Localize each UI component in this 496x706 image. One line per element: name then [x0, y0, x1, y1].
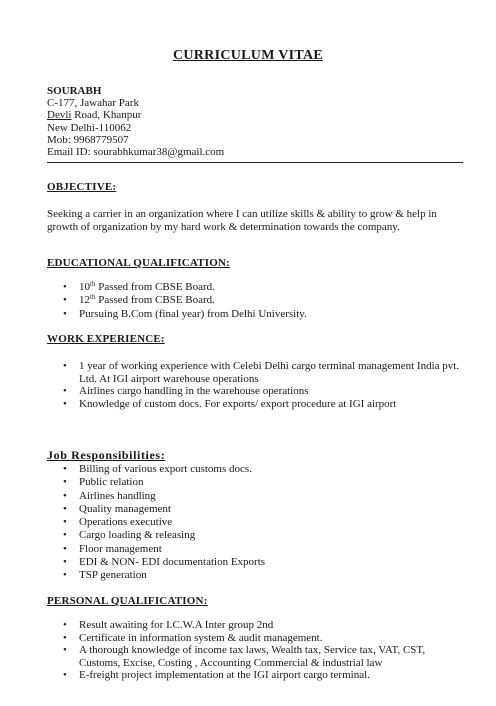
- responsibility-item: • TSP generation: [63, 569, 265, 582]
- education-heading: EDUCATIONAL QUALIFICATION:: [47, 257, 230, 269]
- responsibility-item: • Public relation: [63, 476, 265, 489]
- work-item: • Airlines cargo handling in the warehouse operations: [63, 385, 463, 398]
- responsibility-item: • EDI & NON- EDI documentation Exports: [63, 556, 265, 569]
- responsibility-item: • Billing of various export customs docs.: [63, 463, 265, 476]
- education-item: • 12th Passed from CBSE Board.: [63, 294, 307, 307]
- candidate-name: SOURABH: [47, 85, 102, 97]
- personal-item: • Result awaiting for I.C.W.A Inter group 2nd: [63, 619, 469, 632]
- address-line-2-part-a: Devli: [47, 109, 72, 122]
- objective-heading: OBJECTIVE:: [47, 181, 117, 193]
- city-line: New Delhi-110062: [47, 121, 132, 134]
- page-title: CURRICULUM VITAE: [172, 48, 324, 63]
- responsibility-item: • Operations executive: [63, 516, 265, 529]
- header-divider: [47, 162, 463, 163]
- personal-heading: PERSONAL QUALIFICATION:: [47, 595, 208, 607]
- work-item: • Knowledge of custom docs. For exports/ export procedure at IGI airport: [63, 398, 463, 411]
- personal-item: • Certificate in information system & audit management.: [63, 632, 469, 645]
- objective-text: Seeking a carrier in an organization where I can utilize skills & ability to grow & help in growth of organization by my hard work & determination towards the company.: [47, 208, 437, 233]
- mobile-line: Mob: 9968779507: [47, 133, 129, 146]
- work-heading: WORK EXPERIENCE:: [47, 333, 165, 345]
- personal-item: • A thorough knowledge of income tax laws, Wealth tax, Service tax, VAT, CST, Customs, Excise, Costing , Accounting Commercial & industrial law: [63, 644, 469, 669]
- address-line-2: [47, 109, 224, 121]
- address-line-2-part-b: Road, Khanpur: [71, 109, 142, 122]
- education-list: [63, 281, 307, 321]
- contact-block: [47, 85, 224, 158]
- responsibility-item: • Quality management: [63, 503, 265, 516]
- responsibility-item: • Floor management: [63, 543, 265, 556]
- work-item: • 1 year of working experience with Celebi Delhi cargo terminal management India pvt. Ltd. At IGI airport warehouse operations: [63, 360, 463, 385]
- responsibilities-list: [63, 463, 265, 583]
- personal-list: [63, 619, 469, 682]
- education-item: • Pursuing B.Com (final year) from Delhi University.: [63, 308, 307, 321]
- personal-item: • E-freight project implementation at the IGI airport cargo terminal.: [63, 669, 469, 682]
- responsibility-item: • Cargo loading & releasing: [63, 529, 265, 542]
- address-line-1: C-177, Jawahar Park: [47, 97, 139, 110]
- education-item: • 10th Passed from CBSE Board.: [63, 281, 307, 294]
- email-line: Email ID: sourabhkumar38@gmail.com: [47, 146, 225, 159]
- responsibilities-heading: Job Responsibilities:: [47, 448, 166, 462]
- work-list: [63, 360, 463, 410]
- responsibility-item: • Airlines handling: [63, 490, 265, 503]
